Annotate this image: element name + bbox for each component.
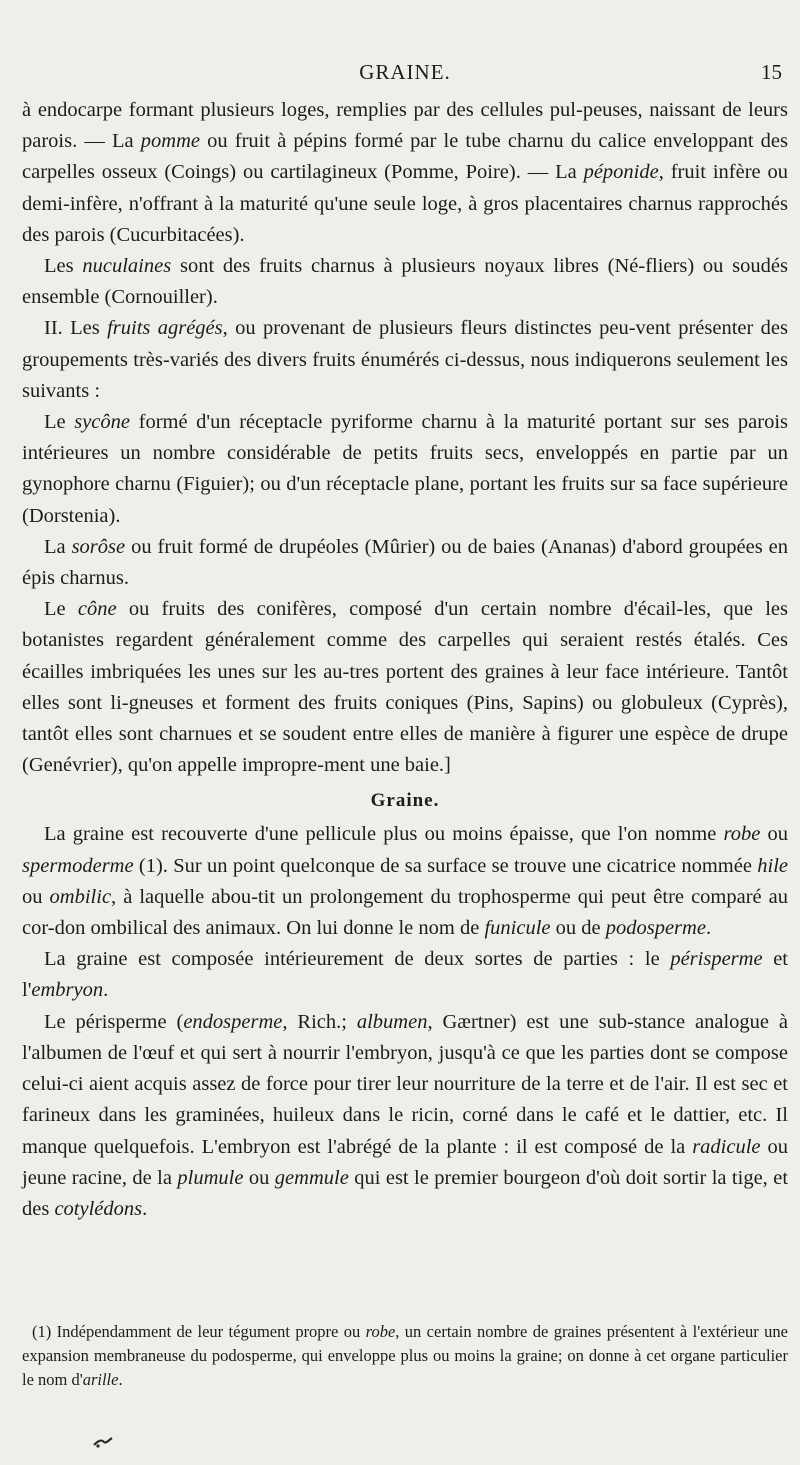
text-run: . <box>142 1197 148 1220</box>
italic-term: radicule <box>692 1135 761 1158</box>
text-run: , Gærtner) est une sub-stance analogue à l'albumen de l'œuf et qui sert à nourrir l'embryon, jusqu'à ce que les parties dont se compose celui-ci aient acquis assez de force pour tirer leur nourriture de la terre et de l'air. Il est sec et farineux dans les graminées, huileux dans le ricin, corné dans le café et le dattier, etc. Il manque quelquefois. L'embryon est l'abrégé de la plante : il est composé de la <box>22 1010 788 1158</box>
page-header <box>22 58 788 88</box>
text-run: Le <box>44 598 78 621</box>
italic-term: albumen <box>356 1010 428 1033</box>
italic-term: sycône <box>74 411 131 434</box>
text-run: , Rich.; <box>282 1010 357 1033</box>
italic-term: périsperme <box>670 948 763 971</box>
italic-term: endosperme <box>183 1010 283 1033</box>
text-run: La graine est recouverte d'une pellicule plus ou moins épaisse, que l'on nomme <box>44 823 724 846</box>
italic-term: hile <box>757 854 788 877</box>
text-run: ou <box>22 885 50 908</box>
text-run: ou fruits des conifères, composé d'un certain nombre d'écail-les, que les botanistes regardent généralement comme des carpelles qui seraient restés étalés. Ces écailles imbriquées les unes sur les au-tres portent des graines à leur face intérieure. Tantôt elles sont li-gneuses et forment des fruits coniques (Pins, Sapins) ou globuleux (Cyprès), tantôt elles sont charnues et se soudent entre elles de manière à figurer une espèce de drupe (Genévrier), qu'on appelle impropre-ment une baie.] <box>22 598 789 777</box>
italic-term: spermoderme <box>22 854 134 877</box>
italic-term: ombilic <box>49 885 112 908</box>
running-title: GRAINE. <box>359 60 451 84</box>
italic-term: cotylédons <box>54 1197 143 1220</box>
text-run: , fruit infère ou demi-infère, n'offrant à la maturité qu'une seule loge, à gros placentaires charnus rapprochés des parois (Cucurbitacées). <box>22 161 789 246</box>
text-run: La <box>44 535 72 558</box>
text-run: ou <box>760 823 788 846</box>
text-run: ou de <box>550 917 606 940</box>
italic-term: robe <box>723 823 761 846</box>
italic-term: sorôse <box>71 535 126 558</box>
text-run: formé d'un réceptacle pyriforme charnu à la maturité portant sur ses parois intérieures un nombre considérable de petits fruits secs, enveloppés en partie par un gynophore charnu (Figuier); ou d'un réceptacle plane, portant les fruits sur sa face supérieure (Dorstenia). <box>22 411 788 527</box>
paragraph-perisperme <box>22 1007 788 1225</box>
paragraph-pepin-fruits <box>22 95 788 251</box>
text-run: II. Les <box>44 317 108 340</box>
text-run: Le <box>44 411 75 434</box>
section-title: Graine. <box>370 790 440 812</box>
text-run: Le périsperme ( <box>44 1010 184 1033</box>
footnote <box>22 1320 788 1392</box>
text-run: et l' <box>22 948 788 1002</box>
text-run: ou <box>243 1166 275 1189</box>
text-run: ou fruit à pépins formé par le tube charnu du calice enveloppant des carpelles osseux (Coings) ou cartilagineux (Pomme, Poire). — La <box>22 130 788 184</box>
text-run: sont des fruits charnus à plusieurs noyaux libres (Né-fliers) ou soudés ensemble (Cornouiller). <box>22 255 788 309</box>
footnote-text <box>22 1320 788 1392</box>
italic-term: robe <box>365 1322 396 1341</box>
text-run: , à laquelle abou-tit un prolongement du trophosperme qui peut être comparé au cor-don ombilical des animaux. On lui donne le nom de <box>22 885 789 940</box>
italic-term: plumule <box>177 1166 244 1189</box>
text-run: ou fruit formé de drupéoles (Mûrier) ou de baies (Ananas) d'abord groupées en épis charnus. <box>22 535 788 590</box>
text-run: (1). Sur un point quelconque de sa surface se trouve une cicatrice nommée <box>133 854 758 877</box>
paragraph-sycone <box>22 407 788 532</box>
italic-term: gemmule <box>274 1166 349 1189</box>
italic-term: cône <box>77 598 117 621</box>
text-run: . <box>705 917 712 940</box>
paragraph-graine-robe <box>22 819 788 944</box>
italic-term: nuculaines <box>82 255 172 278</box>
italic-term: péponide <box>583 161 659 184</box>
paragraph-fruits-agreges <box>22 313 788 407</box>
paragraph-nuculaines <box>22 251 788 313</box>
paragraph-sorose <box>22 532 788 594</box>
ink-mark-icon <box>92 1435 114 1449</box>
italic-term: fruits agrégés <box>107 317 223 340</box>
text-run: , un certain nombre de graines présentent à l'extérieur une expansion membraneuse du podosperme, qui enveloppe plus ou moins la graine; on donne à cet organe particulier le nom d' <box>22 1322 789 1389</box>
text-run: . <box>118 1370 123 1389</box>
italic-term: funicule <box>484 917 551 940</box>
text-run: qui est le premier bourgeon d'où doit sortir la tige, et des <box>22 1166 789 1220</box>
text-run: . <box>103 979 109 1002</box>
text-run: Les <box>44 255 83 278</box>
text-run: ou jeune racine, de la <box>22 1135 788 1189</box>
italic-term: arille <box>82 1370 119 1389</box>
main-text <box>22 95 788 1225</box>
italic-term: podosperme <box>605 917 706 940</box>
paragraph-graine-parties <box>22 944 788 1006</box>
paragraph-cone <box>22 594 788 781</box>
text-run: , ou provenant de plusieurs fleurs distinctes peu-vent présenter des groupements très-variés des divers fruits énumérés ci-dessus, nous indiquerons seulement les suivants : <box>22 317 788 402</box>
text-run: à endocarpe formant plusieurs loges, remplies par des cellules pul-peuses, naissant de leurs parois. — La <box>22 99 788 153</box>
italic-term: embryon <box>31 979 104 1002</box>
page-number: 15 <box>761 60 782 84</box>
text-run: La graine est composée intérieurement de deux sortes de parties : le <box>44 948 671 971</box>
text-run: (1) Indépendamment de leur tégument propre ou <box>32 1322 366 1341</box>
italic-term: pomme <box>140 130 200 153</box>
